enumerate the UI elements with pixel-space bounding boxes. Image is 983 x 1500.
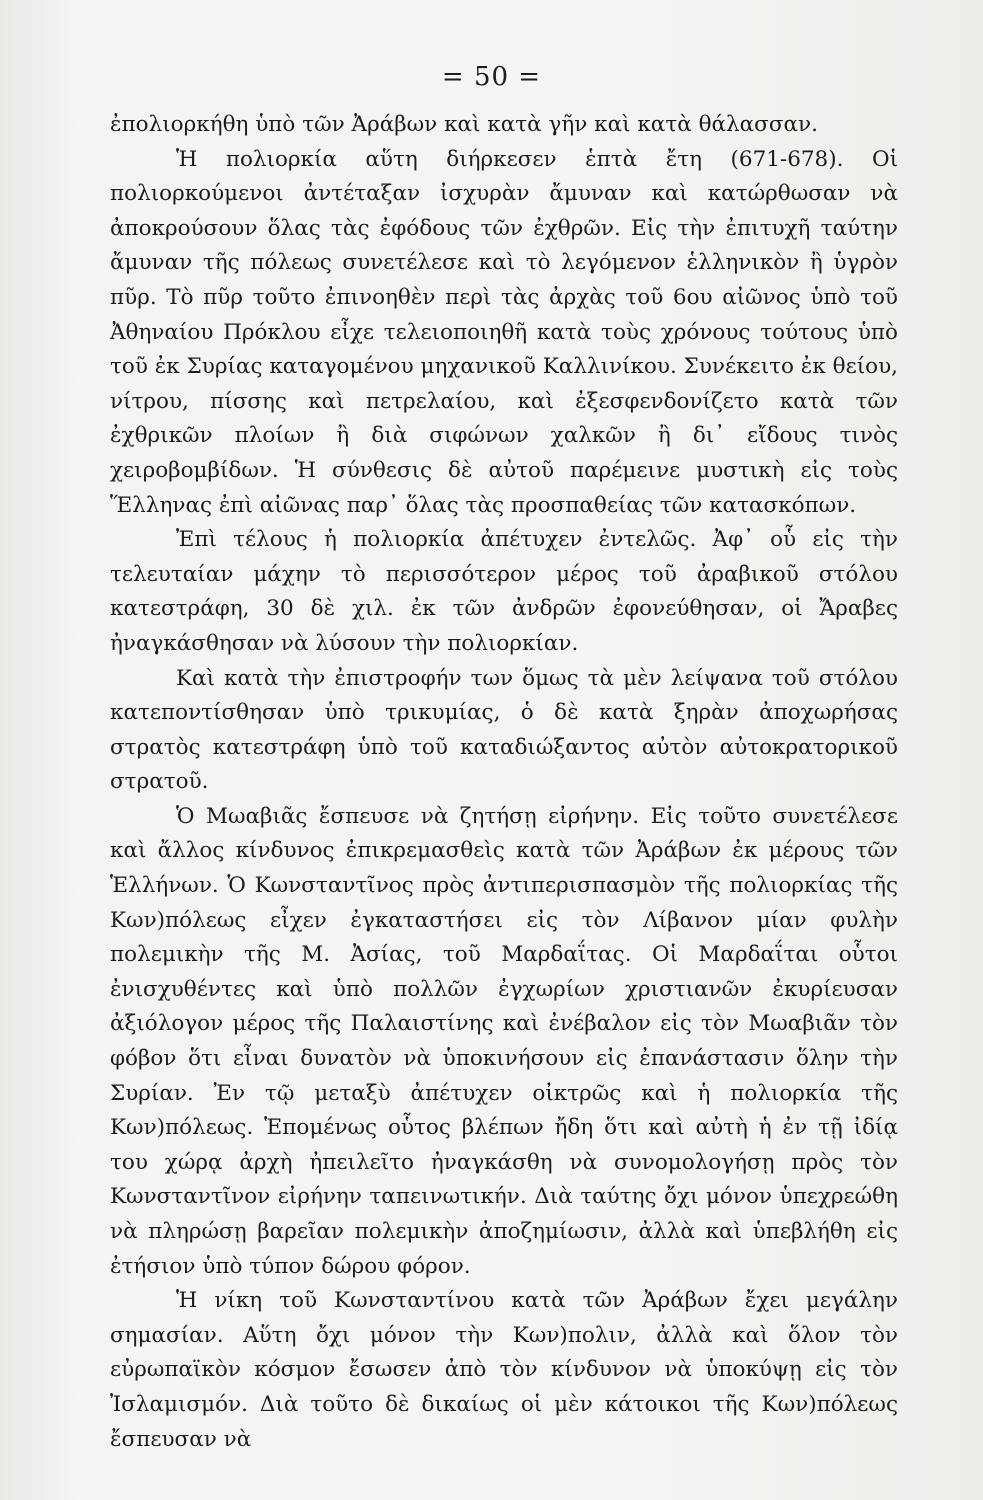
paragraph-continuation: ἐπολιορκήθη ὑπὸ τῶν Ἀράβων καὶ κατὰ γῆν καὶ κατὰ θάλασσαν.	[110, 112, 818, 137]
paragraph-fleet-destroyed: Καὶ κατὰ τὴν ἐπιστροφήν των ὅμως τὰ μὲν λείψανα τοῦ στόλου κατεποντίσθησαν ὑπὸ τρικυμίας, ὁ δὲ κατὰ ξηρὰν ἀποχωρήσας στρατὸς κατεστράφη ὑπὸ τοῦ καταδιώξαντος αὐτὸν αὐτοκρατορικοῦ στρατοῦ.	[110, 665, 898, 795]
paragraph-siege-failure: Ἐπὶ τέλους ἡ πολιορκία ἀπέτυχεν ἐντελῶς. Ἀφ᾽ οὗ εἰς τὴν τελευταίαν μάχην τὸ περισσότερον μέρος τοῦ ἀραβικοῦ στόλου κατεστράφη, 30 δὲ χιλ. ἐκ τῶν ἀνδρῶν ἐφονεύθησαν, οἱ Ἄραβες ἠναγκάσθησαν νὰ λύσουν τὴν πολιορκίαν.	[110, 527, 898, 656]
paragraph-moawiya-peace: Ὁ Μωαβιᾶς ἔσπευσε νὰ ζητήσῃ εἰρήνην. Εἰς τοῦτο συνετέλεσε καὶ ἄλλος κίνδυνος ἐπικρεμασθεὶς κατὰ τῶν Ἀράβων ἐκ μέρους τῶν Ἑλλήνων. Ὁ Κωνσταντῖνος πρὸς ἀντιπερισπασμὸν τῆς πολιορκίας τῆς Κων)πόλεως εἶχεν ἐγκαταστήσει εἰς τὸν Λίβανον μίαν φυλὴν πολεμικὴν τῆς Μ. Ἀσίας, τοῦ Μαρδαΐτας. Οἱ Μαρδαΐται οὗτοι ἐνισχυθέντες καὶ ὑπὸ πολλῶν ἐγχωρίων χριστιανῶν ἐκυρίευσαν ἀξιόλογον μέρος τῆς Παλαιστίνης καὶ ἐνέβαλον εἰς τὸν Μωαβιᾶν τὸν φόβον ὅτι εἶναι δυνατὸν νὰ ὑποκινήσουν εἰς ἐπανάστασιν ὅλην τὴν Συρίαν. Ἐν τῷ μεταξὺ ἀπέτυχεν οἰκτρῶς καὶ ἡ πολιορκία τῆς Κων)πόλεως. Ἑπομένως οὗτος βλέπων ἤδη ὅτι καὶ αὐτὴ ἡ ἐν τῇ ἰδίᾳ του χώρᾳ ἀρχὴ ἠπειλεῖτο ἠναγκάσθη νὰ συνομολογήσῃ πρὸς τὸν Κωνσταντῖνον εἰρήνην ταπεινωτικήν. Διὰ ταύτης ὄχι μόνον ὑπεχρεώθη νὰ πληρώσῃ βαρεῖαν πολεμικὴν ἀποζημίωσιν, ἀλλὰ καὶ ὑπεβλήθη εἰς ἐτήσιον ὑπὸ τύπον δώρου φόρον.	[110, 803, 898, 1279]
body-text	[110, 108, 898, 1457]
paragraph-victory-significance: Ἡ νίκη τοῦ Κωνσταντίνου κατὰ τῶν Ἀράβων ἔχει μεγάλην σημασίαν. Αὕτη ὄχι μόνον τὴν Κων)πολιν, ἀλλὰ καὶ ὅλον τὸν εὐρωπαϊκὸν κόσμον ἔσωσεν ἀπὸ τὸν κίνδυνον νὰ ὑποκύψῃ εἰς τὸν Ἰσλαμισμόν. Διὰ τοῦτο δὲ δικαίως οἱ μὲν κάτοικοι τῆς Κων)πόλεως ἔσπευσαν νὰ	[110, 1288, 898, 1452]
page-number: = 50 =	[441, 62, 542, 92]
paragraph-siege-greek-fire: Ἡ πολιορκία αὕτη διήρκεσεν ἑπτὰ ἔτη (671-678). Οἱ πολιορκούμενοι ἀντέταξαν ἰσχυρὰν ἄμυναν καὶ κατώρθωσαν νὰ ἀποκρούσουν ὅλας τὰς ἐφόδους τῶν ἐχθρῶν. Εἰς τὴν ἐπιτυχῆ ταύτην ἄμυναν τῆς πόλεως συνετέλεσε καὶ τὸ λεγόμενον ἑλληνικὸν ἢ ὑγρὸν πῦρ. Τὸ πῦρ τοῦτο ἐπινοηθὲν περὶ τὰς ἀρχὰς τοῦ 6ου αἰῶνος ὑπὸ τοῦ Ἀθηναίου Πρόκλου εἶχε τελειοποιηθῆ κατὰ τοὺς χρόνους τούτους ὑπὸ τοῦ ἐκ Συρίας καταγομένου μηχανικοῦ Καλλινίκου. Συνέκειτο ἐκ θείου, νίτρου, πίσσης καὶ πετρελαίου, καὶ ἐξεσφενδονίζετο κατὰ τῶν ἐχθρικῶν πλοίων ἢ διὰ σιφώνων χαλκῶν ἢ δι᾽ εἴδους τινὸς χειροβομβίδων. Ἡ σύνθεσις δὲ αὐτοῦ παρέμεινε μυστικὴ εἰς τοὺς Ἕλληνας ἐπὶ αἰῶνας παρ᾽ ὅλας τὰς προσπαθείας τῶν κατασκόπων.	[110, 146, 898, 518]
